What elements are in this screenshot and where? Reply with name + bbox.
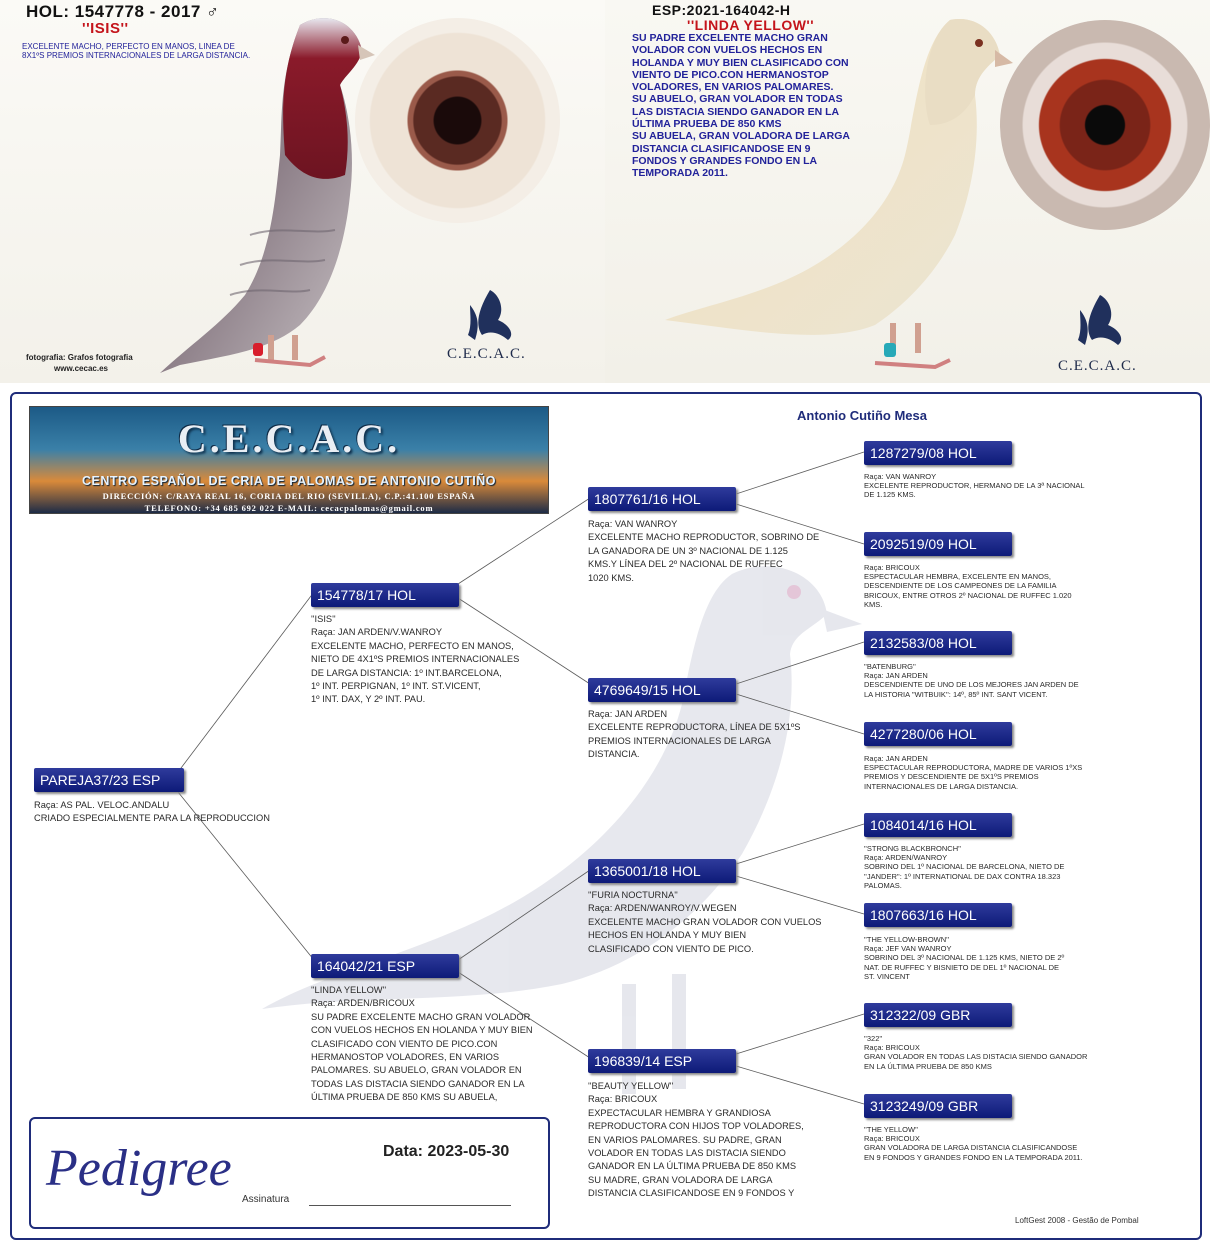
ring-number-isis: HOL: 1547778 - 2017 ♂ [26,2,220,21]
info-line: Raça: VAN WANROY [588,519,678,529]
info-line: Raça: JAN ARDEN/V.WANROY [311,627,443,638]
magpie-logo-icon [1070,290,1130,350]
desc-line: TEMPORADA 2011. [632,167,728,180]
info-line: Raça: BRICOUX [864,1134,920,1144]
desc-line: VOLADOR CON VUELOS HECHOS EN [632,44,823,57]
info-line: ''THE YELLOW-BROWN'' [864,935,950,944]
great-grandparent-info [864,1125,1139,1162]
info-line: BRICOUX, ENTRE OTROS 2º NACIONAL DE RUFFEC 1.020 [864,590,1072,600]
info-line: LA GANADORA DE UN 3º NACIONAL DE 1.125 [588,545,788,556]
pigeon-isis-image [150,5,380,380]
info-line: KMS.Y LÍNEA DEL 2º NACIONAL DE RUFFEC [588,559,783,570]
info-line: Raça: JAN ARDEN [864,754,928,763]
info-line: NAT. DE RUFFEC Y BISNIETO DE DEL 1º NACIONAL DE [864,962,1060,972]
desc-line: SU ABUELA, GRAN VOLADORA DE LARGA [632,130,850,143]
photo-credit-name: fotografia: Grafos fotografia [26,353,133,362]
info-line: Raça: JEF VAN WANROY [864,944,952,954]
great-grandparent-ring-box[interactable]: 2132583/08 HOL [864,631,1012,655]
logo-address: DIRECCIÓN: C/RAYA REAL 16, CORIA DEL RIO (SEVILLA), C.P.:41.100 ESPAÑA [102,491,476,501]
info-line: SU PADRE EXCELENTE MACHO GRAN VOLADOR [311,1011,531,1022]
ring-number-linda-yellow: ESP:2021-164042-H [652,2,791,18]
sire-ring-box[interactable]: 154778/17 HOL [311,583,459,607]
great-grandparent-ring-box[interactable]: 1287279/08 HOL [864,441,1012,465]
info-line: GRAN VOLADOR EN TODAS LAS DISTACIA SIENDO GANADOR [864,1052,1088,1062]
info-line: Raça: ARDEN/WANROY [864,853,948,863]
signature-line[interactable] [309,1205,511,1206]
info-line: EXCELENTE MACHO GRAN VOLADOR CON VUELOS [588,916,822,927]
subject-ring-box[interactable]: PAREJA37/23 ESP [34,768,184,792]
grandparent-info [588,708,838,762]
bird-photo-panel-linda-yellow [605,0,1210,383]
info-line: DE LARGA DISTANCIA: 1º INT.BARCELONA, [311,667,502,678]
info-line: CLASIFICADO CON VIENTO DE PICO.CON [311,1038,498,1049]
info-line: EXCELENTE REPRODUCTORA, LÍNEA DE 5X1ºS [588,722,801,733]
bird-name-isis: ''ISIS'' [82,20,129,37]
info-line: 1º INT. DAX, Y 2º INT. PAU. [311,694,426,705]
info-line: Raça: VAN WANROY [864,472,937,481]
info-line: ESPECTACULAR REPRODUCTORA, MADRE DE VARIOS 1ºXS [864,763,1083,773]
pigeon-linda-yellow-image [645,5,1015,380]
info-line: DESCENDIENTE DE LOS CAMPEONES DE LA FAMILIA [864,581,1057,591]
desc-line: SU ABUELO, GRAN VOLADOR EN TODAS [632,93,843,106]
software-credit: LoftGest 2008 - Gestão de Pombal [1015,1216,1139,1225]
grandparent-info [588,518,850,585]
great-grandparent-info [864,844,1134,890]
desc-line: DISTANCIA CLASIFICANDOSE EN 9 [632,142,811,155]
cecac-logo-banner [29,406,549,514]
bird-name-linda-yellow: ''LINDA YELLOW'' [687,17,815,33]
info-line: DESCENDIENTE DE UNO DE LOS MEJORES JAN ARDEN DE [864,680,1079,690]
photo-credit-url: www.cecac.es [54,364,108,373]
info-line: GRAN VOLADORA DE LARGA DISTANCIA CLASIFICANDOSE [864,1143,1078,1153]
great-grandparent-ring-box[interactable]: 1807663/16 HOL [864,903,1012,927]
subject-info [34,799,344,826]
info-line: PALOMARES. SU ABUELO, GRAN VOLADOR EN [311,1065,522,1076]
grandparent-ring-box[interactable]: 4769649/15 HOL [588,678,736,702]
logo-title: C.E.C.A.C. [177,416,401,461]
info-line: EN VARIOS PALOMARES. SU PADRE, GRAN [588,1134,782,1145]
grandparent-info [588,1080,838,1201]
info-line: Raça: BRICOUX [588,1094,658,1105]
cecac-wordmark: C.E.C.A.C. [447,346,526,362]
info-line: ''THE YELLOW'' [864,1125,918,1134]
info-line: Raça: BRICOUX [864,563,920,572]
great-grandparent-info [864,662,1134,699]
dam-info [311,984,566,1105]
subject-desc: CRIADO ESPECIALMENTE PARA LA REPRODUCCION [34,813,270,824]
cecac-wordmark: C.E.C.A.C. [1058,358,1137,374]
info-line: Raça: ARDEN/BRICOUX [311,998,415,1009]
info-line: Raça: JAN ARDEN [864,671,928,681]
info-line: ESPECTACULAR HEMBRA, EXCELENTE EN MANOS, [864,572,1051,582]
info-line: ''LINDA YELLOW'' [311,985,387,995]
info-line: CLASIFICADO CON VIENTO DE PICO. [588,943,754,954]
info-line: NIETO DE 4X1ºS PREMIOS INTERNACIONALES [311,654,520,665]
eye-closeup-isis [355,18,560,223]
grandparent-ring-box[interactable]: 196839/14 ESP [588,1049,736,1073]
info-line: EN LA ÚLTIMA PRUEBA DE 850 KMS [864,1061,992,1071]
signature-label: Assinatura [242,1194,290,1205]
pedigree-title: Pedigree [46,1140,232,1197]
info-line: 1020 KMS. [588,572,634,583]
info-line: KMS. [864,599,883,609]
info-line: 1º INT. PERPIGNAN, 1º INT. ST.VICENT, [311,681,481,692]
info-line: PREMIOS INTERNACIONALES DE LARGA [588,735,771,746]
great-grandparent-ring-box[interactable]: 2092519/09 HOL [864,532,1012,556]
great-grandparent-info [864,472,1134,500]
info-line: ''FURIA NOCTURNA'' [588,890,678,900]
logo-contact: TELEFONO: +34 685 692 022 E-MAIL: cecacpalomas@gmail.com [144,503,434,513]
info-line: ''BEAUTY YELLOW'' [588,1081,674,1091]
info-line: ''JANDER'': 1º INTERNATIONAL DE DAX CONTRA 18.323 [864,871,1061,881]
info-line: Raça: ARDEN/WANROY/V.WEGEN [588,903,737,914]
pedigree-sheet [10,392,1202,1240]
great-grandparent-ring-box[interactable]: 1084014/16 HOL [864,813,1012,837]
info-line: TODAS LAS DISTACIA SIENDO GANADOR EN LA [311,1078,525,1089]
info-line: VOLADOR EN TODAS LAS DISTACIA SIENDO [588,1148,786,1159]
info-line: PREMIOS Y DESCENDIENTE DE 5X1ºS PREMIOS [864,772,1039,782]
info-line: GANADOR EN LA ÚLTIMA PRUEBA DE 850 KMS [588,1161,797,1172]
bird-description-isis: EXCELENTE MACHO, PERFECTO EN MANOS, LINEA DE 8X1ºS PREMIOS INTERNACIONALES DE LARGA DISTANCIA. [22,42,251,60]
info-line: SOBRINO DEL 3º NACIONAL DE 1.125 KMS, NIETO DE 2º [864,953,1065,963]
info-line: LA HISTORIA ''WITBUIK'': 14º, 85º INT. SANT VICENT. [864,689,1048,699]
info-line: DE 1.125 KMS. [864,490,916,500]
magpie-logo-icon [460,285,520,345]
info-line: DISTANCIA CLASIFICANDOSE EN 9 FONDOS Y [588,1188,795,1199]
eye-closeup-linda-yellow [1000,20,1210,230]
info-line: REPRODUCTORA CON HIJOS TOP VOLADORES, [588,1121,804,1132]
great-grandparent-ring-box[interactable]: 4277280/06 HOL [864,722,1012,746]
desc-line: ÚLTIMA PRUEBA DE 850 KMS [632,118,782,131]
desc-line: FONDOS Y GRANDES FONDO EN LA [632,154,818,167]
info-line: Raça: JAN ARDEN [588,709,668,719]
grandparent-ring-box[interactable]: 1365001/18 HOL [588,859,736,883]
info-line: Raça: BRICOUX [864,1043,920,1053]
info-line: EXCELENTE MACHO REPRODUCTOR, SOBRINO DE [588,532,820,543]
info-line: CON VUELOS HECHOS EN HOLANDA Y MUY BIEN [311,1025,533,1036]
photo-credit [26,352,133,374]
info-line: INTERNACIONALES DE LARGA DISTANCIA. [864,781,1019,791]
great-grandparent-info [864,1034,1139,1071]
info-line: EXCELENTE REPRODUCTOR, HERMANO DE LA 3ª NACIONAL [864,481,1085,491]
info-line: ''BATENBURG'' [864,662,916,671]
info-line: ÚLTIMA PRUEBA DE 850 KMS SU ABUELA, [311,1092,498,1103]
desc-line: HOLANDA Y MUY BIEN CLASIFICADO CON [632,56,849,69]
great-grandparent-ring-box[interactable]: 3123249/09 GBR [864,1094,1012,1118]
dam-ring-box[interactable]: 164042/21 ESP [311,954,459,978]
info-line: HECHOS EN HOLANDA Y MUY BIEN [588,930,747,941]
certificate-box [29,1117,550,1229]
certificate-date: Data: 2023-05-30 [383,1143,510,1160]
info-line: HERMANOSTOP VOLADORES, EN VARIOS [311,1052,500,1063]
info-line: PALOMAS. [864,880,902,890]
bird-photo-panel-isis [0,0,605,383]
photo-banner [0,0,1210,383]
great-grandparent-info [864,754,1134,791]
info-line: DISTANCIA. [588,749,640,760]
breeder-name: Antonio Cutiño Mesa [797,408,927,423]
great-grandparent-ring-box[interactable]: 312322/09 GBR [864,1003,1012,1027]
info-line: EN 9 FONDOS Y GRANDES FONDO EN LA TEMPORADA 2011. [864,1152,1083,1162]
info-line: ''322'' [864,1034,883,1043]
great-grandparent-info [864,935,1134,981]
logo-subtitle: CENTRO ESPAÑOL DE CRIA DE PALOMAS DE ANTONIO CUTIÑO [82,474,496,488]
info-line: ''ISIS'' [311,614,336,624]
grandparent-ring-box[interactable]: 1807761/16 HOL [588,487,736,511]
subject-race: Raça: AS PAL. VELOC.ANDALU [34,800,170,810]
desc-line: SU PADRE EXCELENTE MACHO GRAN [632,32,828,44]
great-grandparent-info [864,563,1134,609]
info-line: SU MADRE, GRAN VOLADORA DE LARGA [588,1174,773,1185]
desc-line: LAS DISTACIA SIENDO GANADOR EN LA [632,105,840,118]
desc-line: VOLADORES, EN VARIOS PALOMARES. [632,81,834,94]
info-line: ''STRONG BLACKBRONCH'' [864,844,961,853]
info-line: SOBRINO DEL 1º NACIONAL DE BARCELONA, NIETO DE [864,862,1065,872]
info-line: EXPECTACULAR HEMBRA Y GRANDIOSA [588,1107,771,1118]
info-line: ST. VINCENT [864,971,910,981]
grandparent-info [588,889,850,956]
sire-info [311,613,556,707]
desc-line: VIENTO DE PICO.CON HERMANOSTOP [632,68,829,81]
info-line: EXCELENTE MACHO, PERFECTO EN MANOS, [311,640,514,651]
